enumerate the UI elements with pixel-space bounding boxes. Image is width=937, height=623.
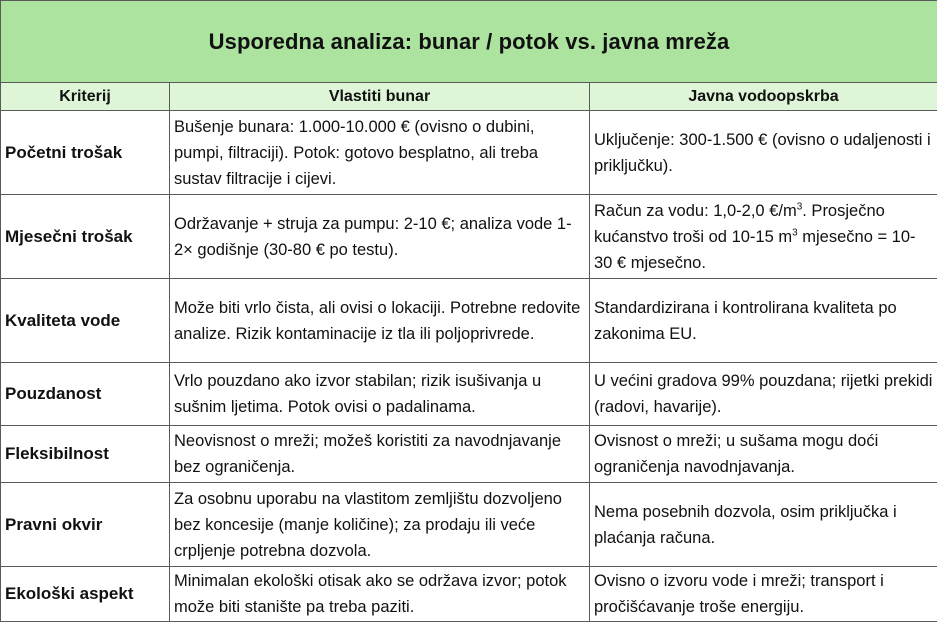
well-cell: Vrlo pouzdano ako izvor stabilan; rizik isušivanja u sušnim ljetima. Potok ovisi o padalinama.	[170, 363, 590, 426]
table-title: Usporedna analiza: bunar / potok vs. javna mreža	[1, 1, 937, 83]
header-public: Javna vodoopskrba	[590, 83, 937, 111]
well-cell: Može biti vrlo čista, ali ovisi o lokaciji. Potrebne redovite analize. Rizik kontaminacije iz tla ili poljoprivrede.	[170, 279, 590, 363]
public-cell	[590, 195, 937, 279]
criterion-cell: Početni trošak	[1, 111, 170, 195]
criterion-cell: Fleksibilnost	[1, 426, 170, 483]
public-cell: Standardizirana i kontrolirana kvaliteta po zakonima EU.	[590, 279, 937, 363]
header-well: Vlastiti bunar	[170, 83, 590, 111]
table-row	[1, 111, 937, 195]
public-cell: U većini gradova 99% pouzdana; rijetki prekidi (radovi, havarije).	[590, 363, 937, 426]
table-row	[1, 363, 937, 426]
table-row	[1, 426, 937, 483]
public-text-c: . Prosječno kućanstvo troši od 10-15 m	[594, 201, 885, 246]
criterion-cell: Pravni okvir	[1, 483, 170, 567]
public-cell: Nema posebnih dozvola, osim priključka i plaćanja računa.	[590, 483, 937, 567]
public-cell: Uključenje: 300-1.500 € (ovisno o udaljenosti i priključku).	[590, 111, 937, 195]
public-text-a: Račun za vodu: 1,0-2,0 €/m	[594, 201, 797, 220]
criterion-cell: Kvaliteta vode	[1, 279, 170, 363]
well-cell: Neovisnost o mreži; možeš koristiti za navodnjavanje bez ograničenja.	[170, 426, 590, 483]
table-row	[1, 195, 937, 279]
public-cell: Ovisnost o mreži; u sušama mogu doći ograničenja navodnjavanja.	[590, 426, 937, 483]
header-row	[1, 83, 937, 111]
table-row	[1, 567, 937, 622]
criterion-cell: Mjesečni trošak	[1, 195, 170, 279]
well-cell: Održavanje + struja za pumpu: 2-10 €; analiza vode 1-2× godišnje (30-80 € po testu).	[170, 195, 590, 279]
public-cell: Ovisno o izvoru vode i mreži; transport i pročišćavanje troše energiju.	[590, 567, 937, 622]
superscript: 3	[796, 201, 803, 212]
public-text-e: mjesečno = 10-30 € mjesečno.	[594, 227, 916, 272]
table-row	[1, 483, 937, 567]
criterion-cell: Pouzdanost	[1, 363, 170, 426]
superscript: 3	[792, 227, 798, 238]
header-criterion: Kriterij	[1, 83, 170, 111]
well-cell: Za osobnu uporabu na vlastitom zemljištu dozvoljeno bez koncesije (manje količine); za prodaju ili veće crpljenje potrebna dozvola.	[170, 483, 590, 567]
table-row	[1, 279, 937, 363]
well-cell: Bušenje bunara: 1.000-10.000 € (ovisno o dubini, pumpi, filtraciji). Potok: gotovo besplatno, ali treba sustav filtracije i cijevi.	[170, 111, 590, 195]
well-cell: Minimalan ekološki otisak ako se održava izvor; potok može biti stanište pa treba paziti.	[170, 567, 590, 622]
criterion-cell: Ekološki aspekt	[1, 567, 170, 622]
